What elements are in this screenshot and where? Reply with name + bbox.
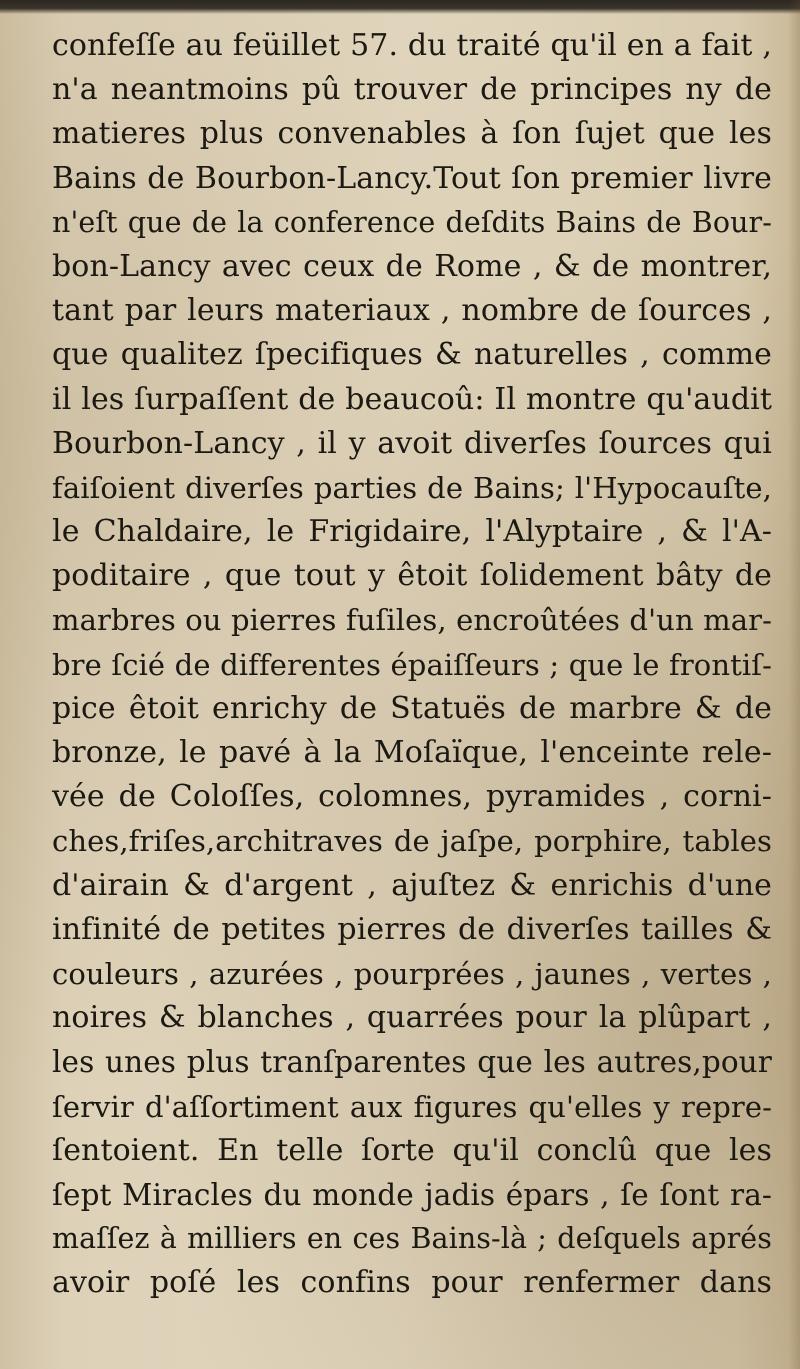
page-right-shadow	[788, 0, 800, 1369]
text-line: bon-Lancy avec ceux de Rome , & de montrer,	[52, 248, 772, 284]
text-line: ſept Miracles du monde jadis épars , ſe ſont ra-	[52, 1177, 772, 1212]
text-line: d'airain & d'argent , ajuſtez & enrichis d'une	[52, 867, 772, 903]
text-line: ches,friſes,architraves de jaſpe, porphire, tables	[52, 824, 772, 859]
text-line: Bains de Bourbon-Lancy.Tout ſon premier livre	[52, 160, 772, 196]
text-line: n'a neantmoins pû trouver de principes ny de	[52, 72, 772, 108]
text-line: vée de Coloſſes, colomnes, pyramides , corni-	[52, 779, 772, 815]
text-line: bre ſcié de differentes épaiſſeurs ; que le frontiſ-	[52, 647, 772, 682]
page-top-edge	[0, 0, 800, 14]
text-line: maſſez à milliers en ces Bains-là ; deſquels aprés	[52, 1222, 772, 1256]
text-line: noires & blanches , quarrées pour la plûpart ,	[52, 1000, 772, 1036]
text-line: marbres ou pierres fuſiles, encroûtées d'un mar-	[52, 603, 772, 638]
text-line: bronze, le pavé à la Moſaïque, l'enceinte rele-	[52, 735, 772, 770]
text-line: Bourbon-Lancy , il y avoit diverſes ſources qui	[52, 425, 772, 461]
page-text-block	[52, 24, 772, 1305]
text-line: matieres plus convenables à ſon ſujet que les	[52, 116, 772, 152]
text-line: le Chaldaire, le Frigidaire, l'Alyptaire , & l'A-	[52, 514, 772, 550]
text-line: ſervir d'aſſortiment aux figures qu'elles y repre-	[52, 1089, 772, 1124]
text-line: faiſoient diverſes parties de Bains; l'Hypocauſte,	[52, 470, 772, 505]
text-line: tant par leurs materiaux , nombre de ſources ,	[52, 293, 772, 329]
text-line: infinité de petites pierres de diverſes tailles &	[52, 911, 772, 947]
text-line: couleurs , azurées , pourprées , jaunes , vertes ,	[52, 956, 772, 991]
text-line: n'eſt que de la conference deſdits Bains de Bour-	[52, 205, 772, 239]
text-line: poditaire , que tout y êtoit ſolidement bâty de	[52, 558, 772, 594]
text-line: il les ſurpaſſent de beaucoû: Il montre qu'audit	[52, 381, 772, 417]
text-line: ſentoient. En telle ſorte qu'il conclû que les	[52, 1132, 772, 1168]
text-line: confeſſe au feüillet 57. du traité qu'il en a fait ,	[52, 28, 772, 63]
text-line: avoir poſé les confins pour renfermer dans	[52, 1265, 772, 1301]
text-line: pice êtoit enrichy de Statuës de marbre & de	[52, 690, 772, 726]
text-line: que qualitez ſpecifiques & naturelles , comme	[52, 337, 772, 373]
text-line: les unes plus tranſparentes que les autres,pour	[52, 1045, 772, 1080]
